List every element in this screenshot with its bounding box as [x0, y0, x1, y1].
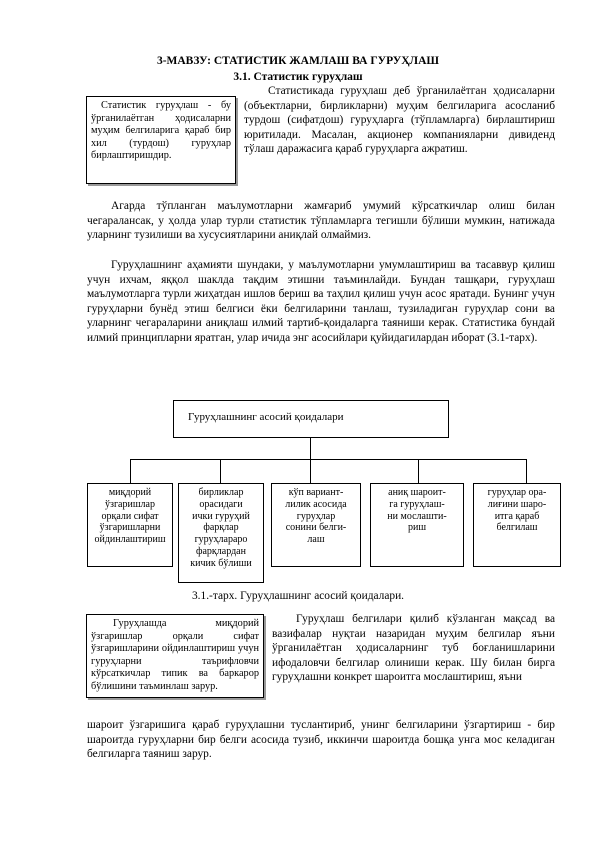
- box-line: фарқлар: [203, 522, 239, 534]
- diagram-box-variants: [271, 483, 361, 567]
- box-line: миқдорий: [108, 487, 152, 498]
- box-line: кўп вариант-: [288, 487, 344, 498]
- box-line: гуруҳлар ора-: [487, 487, 547, 498]
- box-line: ички гуруҳий: [192, 510, 250, 522]
- box-line: ўзгаришларни: [99, 522, 161, 534]
- paragraph-aggregation: Агарда тўпланган маълумотларни жамғариб умумий кўрсаткичлар олиш билан чегаралансак, у ҳолда улар турли статистик тўпламларга тегишли бўлиши мумкин, натижада уларнинг тузилиши ва хусусиятларини аниқлай олмаймиз.: [87, 200, 555, 242]
- box-line: ойдинлаштириш: [94, 534, 166, 546]
- box-line: ўзгаришлар: [105, 498, 155, 510]
- diagram-top-label: Гуруҳлашнинг асосий қоидалари: [188, 411, 344, 423]
- box-line: лилик асосида: [285, 498, 347, 510]
- box-line: кичик бўлиши: [190, 557, 252, 569]
- connector-5: [526, 459, 527, 483]
- box-line: лиғини шаро-: [487, 498, 547, 510]
- box-line: лаш: [307, 534, 325, 546]
- connector-1: [130, 459, 131, 483]
- paragraph-grouping-signs: Гуруҳлаш белгилари қилиб кўзланган мақсад ва вазифалар нуқтаи назаридан муҳим белгилар яъни ўрганилаётган ҳодисаларнинг туб боғланишларини ифодаловчи белгилар олиниши керак. Шу билан бирга гуруҳлашни конкрет шароитга мослаштириш, яъни: [272, 613, 555, 684]
- diagram-box-intervals: [473, 483, 561, 567]
- box-line: гуруҳлар: [296, 510, 336, 522]
- paragraph-conditions: шароит ўзгаришига қараб гуруҳлашни туслантириб, унинг белгиларини ўзгартириш - бир шароитда гуруҳларни бир белги асосида тузиб, иккинчи шароитда бошқа унга мос келадиган белгиларга таяниш зарур.: [87, 719, 555, 761]
- box-line: орасидаги: [199, 498, 243, 510]
- diagram-box-intergroup: [178, 483, 264, 583]
- box-line: га гуруҳлаш-: [389, 498, 445, 510]
- connector-3: [310, 459, 311, 483]
- diagram-box-qualitative: [87, 483, 173, 567]
- diagram-caption: 3.1.-тарх. Гуруҳлашнинг асосий қоидалари.: [191, 590, 405, 602]
- box-line: сонини белги-: [285, 522, 347, 534]
- box-line: бирликлар: [198, 487, 244, 498]
- diagram-box-conditions: [370, 483, 464, 567]
- box-line: белгилаш: [496, 522, 538, 534]
- box-line: орқали сифат: [101, 510, 159, 522]
- side-note-grouping: Гуруҳлашда миқдорий ўзгаришлар орқали сифат ўзгаришларини ойдинлаштириш учун гуруҳларни таърифловчи кўрсаткичлар типик ва баркарор бўлишини таъминлаш зарур.: [86, 614, 264, 698]
- box-line: фарқлардан: [196, 545, 246, 557]
- connector-2: [220, 459, 221, 483]
- box-line: итга қараб: [494, 510, 540, 522]
- side-note-definition: Статистик гуруҳлаш - бу ўрганилаётган ҳодисаларни муҳим белгиларига қараб бир хил (турдош) гуруҳлар бирлаштиришдир.: [86, 96, 236, 184]
- section-subheading: 3.1. Статистик гуруҳлаш: [233, 71, 363, 83]
- paragraph-definition: Статистикада гуруҳлаш деб ўрганилаётган ҳодисаларни (объектларни, бирликларни) муҳим белгиларига асосланиб турдош (сифатдош) гуруҳларга (тўпламларга) бирлаштириш юритилади. Масалан, акционер компанияларни дивиденд тўлаш даражасига қараб гуруҳларга ажратиш.: [244, 85, 555, 156]
- box-line: риш: [407, 522, 427, 534]
- connector-trunk: [310, 438, 311, 459]
- connector-horizontal: [130, 459, 526, 460]
- box-line: аниқ шароит-: [388, 487, 446, 498]
- page-heading: 3-МАВЗУ: СТАТИСТИК ЖАМЛАШ ВА ГУРУҲЛАШ: [156, 55, 440, 67]
- paragraph-importance: Гуруҳлашнинг аҳамияти шундаки, у маълумотларни умумлаштириш ва тасаввур қилиш учун ихчам, яққол шаклда тақдим этишни таъминлайди. Бундан ташқари, гуруҳлаш маълумотларга турли жиҳатдан ишлов бериш ва таҳлил қилиш учун асос яратади. Бунинг учун гуруҳларни бунёд этиш белгиси ёки белгиларини танлаш, тузиладиган гуруҳлар сони ва уларнинг чегараларини аниқлаш илмий тартиб-қоидаларга таяниши керак. Статистика бундай илмий принципларни яратган, улар ичида энг асосийлари қуйидагилардан иборат (3.1-тарх).: [87, 259, 555, 344]
- connector-4: [418, 459, 419, 483]
- box-line: ни мослашти-: [387, 510, 447, 522]
- box-line: гуруҳлараро: [194, 534, 248, 546]
- diagram-top-box: [173, 400, 449, 438]
